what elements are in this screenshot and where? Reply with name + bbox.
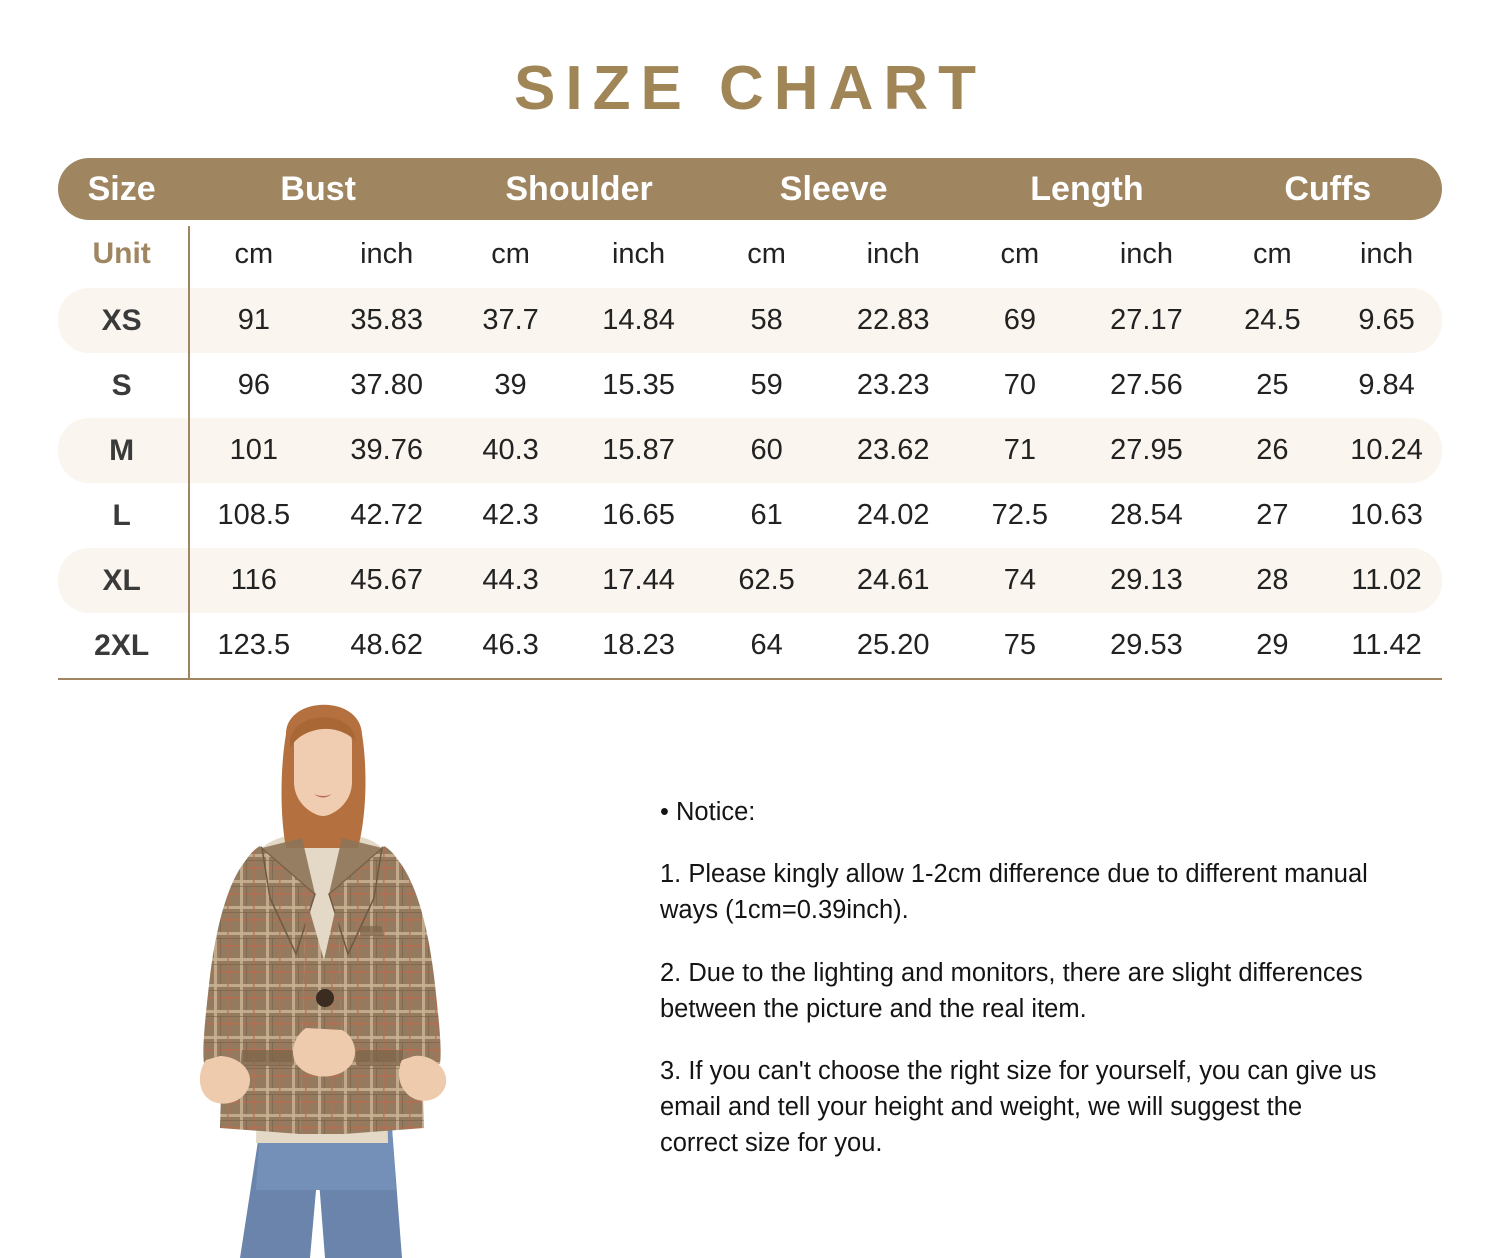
product-photo: [0, 686, 640, 1188]
row-size-label: L: [112, 498, 131, 532]
unit-cell: inch: [1119, 237, 1174, 270]
table-cell: 26: [1214, 418, 1332, 483]
table-cell: 10.63: [1350, 499, 1423, 531]
table-vertical-divider: [188, 226, 190, 678]
table-cell: 27.17: [1079, 288, 1213, 353]
table-cell: 48.62: [350, 629, 423, 661]
unit-cell: cm: [491, 237, 530, 270]
column-header-sleeve: Sleeve: [707, 158, 960, 220]
table-cell: 69: [960, 288, 1079, 353]
table-cell: 70: [1003, 369, 1036, 401]
table-cell: 15.35: [602, 369, 675, 401]
table-cell: 9.84: [1358, 369, 1415, 401]
table-cell: 18.23: [602, 629, 675, 661]
row-size-label: S: [111, 368, 132, 402]
table-cell: 40.3: [451, 418, 570, 483]
table-cell: 123.5: [217, 629, 291, 661]
table-cell: 27.95: [1079, 418, 1213, 483]
table-cell: 71: [960, 418, 1079, 483]
table-cell: 24.02: [856, 499, 930, 531]
notice-item-2: 2. Due to the lighting and monitors, there are slight differences between the picture and the real item.: [660, 958, 1363, 1023]
table-cell: 72.5: [991, 499, 1049, 531]
notice-item-1: 1. Please kingly allow 1-2cm difference due to different manual ways (1cm=0.39inch).: [660, 860, 1368, 925]
table-cell: 58: [707, 288, 826, 353]
unit-cell: inch: [1359, 237, 1414, 270]
table-cell: 23.23: [856, 369, 930, 401]
model-illustration: [110, 698, 530, 1258]
table-cell: 75: [1003, 629, 1036, 661]
table-cell: 29.13: [1079, 548, 1213, 613]
table-cell: 11.42: [1351, 629, 1422, 661]
table-bottom-divider: [58, 678, 1442, 680]
table-cell: 59: [750, 369, 783, 401]
table-cell: 37.80: [350, 369, 423, 401]
table-header-row: [58, 158, 1442, 220]
unit-row-label: Unit: [92, 237, 151, 270]
table-cell: 42.72: [350, 499, 423, 531]
table-cell: 16.65: [602, 499, 675, 531]
table-cell: 91: [185, 288, 322, 353]
table-unit-row: [58, 220, 1442, 288]
table-cell: 46.3: [482, 629, 539, 661]
table-cell: 101: [185, 418, 322, 483]
table-cell: 37.7: [451, 288, 570, 353]
table-cell: 14.84: [570, 288, 707, 353]
page-title: SIZE CHART: [514, 54, 986, 123]
table-row: [58, 483, 1442, 548]
unit-cell: cm: [1253, 237, 1292, 270]
table-cell: 42.3: [482, 499, 539, 531]
table-cell: 108.5: [217, 499, 291, 531]
table-row: [58, 353, 1442, 418]
column-header-size: Size: [58, 158, 185, 220]
table-row: [58, 288, 1442, 353]
table-row: [58, 418, 1442, 483]
row-size-label: M: [58, 418, 185, 483]
table-cell: 25.20: [856, 629, 930, 661]
column-header-bust: Bust: [185, 158, 451, 220]
table-cell: 60: [707, 418, 826, 483]
table-cell: 9.65: [1331, 288, 1442, 353]
row-size-label: 2XL: [94, 628, 150, 662]
table-cell: 23.62: [826, 418, 960, 483]
table-cell: 28: [1214, 548, 1332, 613]
table-cell: 24.5: [1214, 288, 1332, 353]
column-header-shoulder: Shoulder: [451, 158, 707, 220]
table-cell: 74: [960, 548, 1079, 613]
table-cell: 44.3: [451, 548, 570, 613]
table-cell: 62.5: [707, 548, 826, 613]
table-cell: 35.83: [322, 288, 451, 353]
row-size-label: XL: [58, 548, 185, 613]
column-header-length: Length: [960, 158, 1213, 220]
table-cell: 45.67: [322, 548, 451, 613]
unit-cell: inch: [360, 237, 414, 270]
lower-section: [0, 686, 1500, 1188]
size-chart-table-wrapper: [58, 158, 1442, 678]
notice-block: [640, 686, 1500, 1188]
row-size-label: XS: [58, 288, 185, 353]
table-cell: 39.76: [322, 418, 451, 483]
table-cell: 64: [750, 629, 783, 661]
table-cell: 39: [494, 369, 527, 401]
table-cell: 29.53: [1110, 629, 1183, 661]
unit-cell: cm: [1000, 237, 1040, 270]
unit-cell: cm: [234, 237, 274, 270]
table-cell: 17.44: [570, 548, 707, 613]
table-row: [58, 548, 1442, 613]
table-cell: 15.87: [570, 418, 707, 483]
table-cell: 27.56: [1110, 369, 1183, 401]
table-cell: 10.24: [1331, 418, 1442, 483]
table-cell: 61: [750, 499, 783, 531]
size-chart-table: [58, 158, 1442, 678]
unit-cell: inch: [611, 237, 666, 270]
table-cell: 11.02: [1331, 548, 1442, 613]
table-cell: 24.61: [826, 548, 960, 613]
notice-heading: • Notice:: [660, 798, 756, 826]
unit-cell: cm: [747, 237, 786, 270]
table-cell: 25: [1256, 369, 1289, 401]
table-cell: 29: [1256, 629, 1289, 661]
table-cell: 116: [185, 548, 322, 613]
notice-item-3: 3. If you can't choose the right size for yourself, you can give us email and tell your height and weight, we will suggest the correct size for you.: [660, 1057, 1377, 1158]
table-cell: 22.83: [826, 288, 960, 353]
table-cell: 27: [1256, 499, 1289, 531]
column-header-cuffs: Cuffs: [1214, 158, 1442, 220]
table-cell: 28.54: [1110, 499, 1183, 531]
unit-cell: inch: [866, 237, 920, 270]
table-cell: 96: [237, 369, 270, 401]
table-row: [58, 613, 1442, 678]
